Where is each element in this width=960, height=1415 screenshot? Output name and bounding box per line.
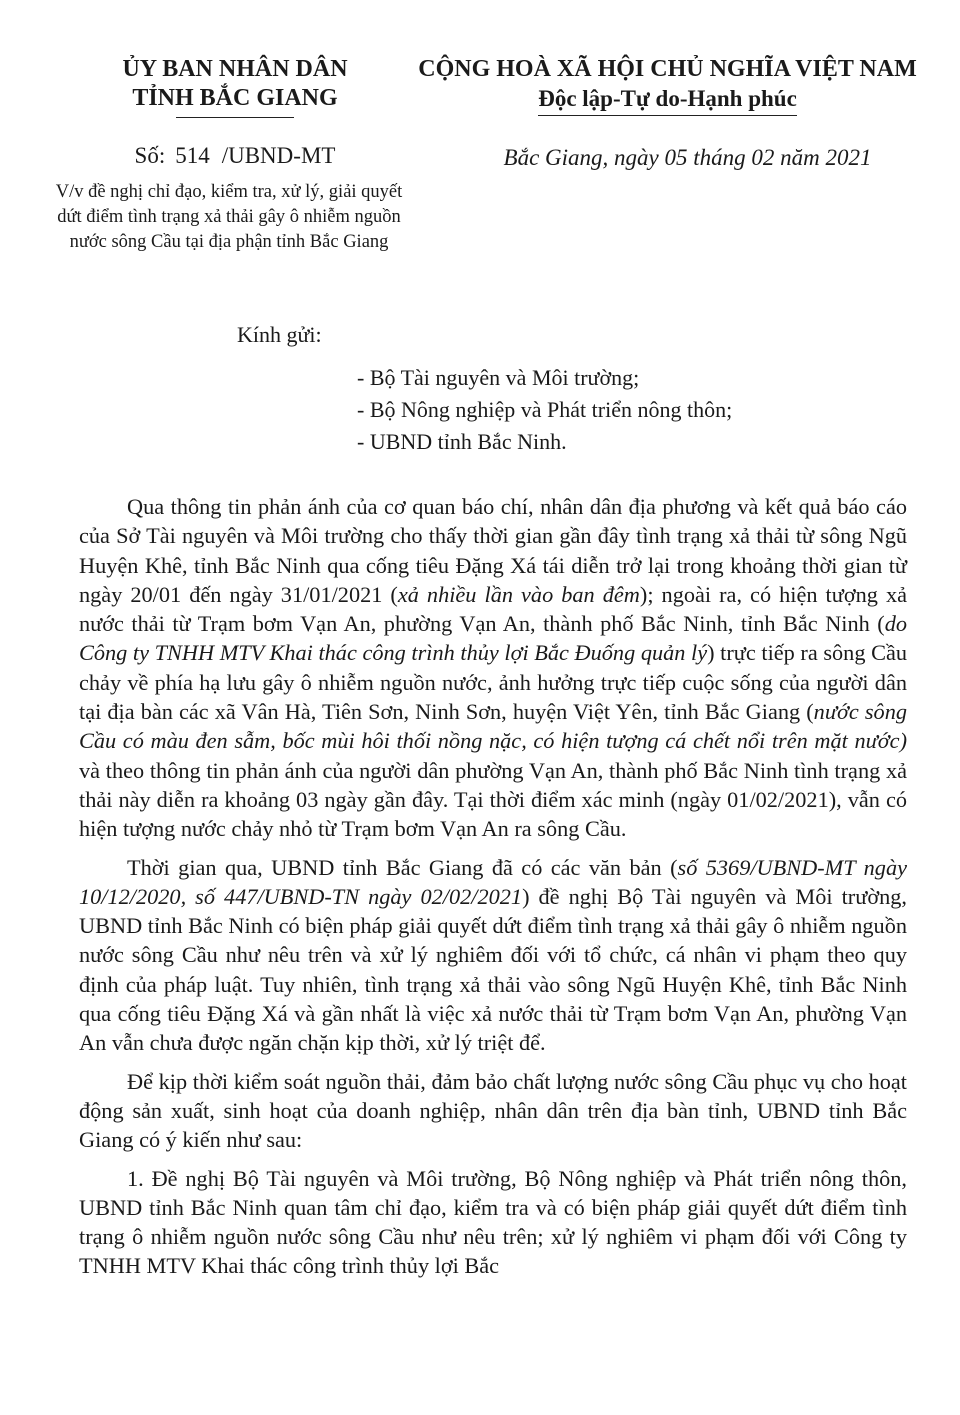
italic-run: do Công ty TNHH MTV Khai thác công trình thủy lợi Bắc Đuống quản lý (79, 611, 907, 666)
document-number-suffix: /UBND-MT (221, 143, 336, 168)
text-run: và theo thông tin phản ánh của người dân phường Vạn An, thành phố Bắc Ninh tình trạng xả thải này diễn ra khoảng 03 ngày gần đây. Tại thời điểm xác minh (ngày 01/02/2021), vẫn có hiện tượng nước chảy nhỏ từ Trạm bơm Vạn An ra sông Cầu. (79, 757, 907, 842)
letter-body (79, 492, 907, 1281)
italic-run: xả nhiều lần vào ban đêm (397, 581, 640, 607)
agency-underline (176, 117, 294, 118)
greeting: Kính gửi: (237, 322, 322, 347)
recipient-item: - Bộ Tài nguyên và Môi trường; (357, 365, 640, 390)
text-run: ) đề nghị Bộ Tài nguyên và Môi trường, UBND tỉnh Bắc Ninh có biện pháp giải quyết dứt điểm tình trạng xả thải gây ô nhiễm nguồn nước sông Cầu như nêu trên và xử lý nghiêm đối với tổ chức, cá nhân vi phạm theo quy định của pháp luật. Tuy nhiên, tình trạng xả thải vào sông Ngũ Huyện Khê, tỉnh Bắc Ninh qua cống tiêu Đặng Xá và gần nhất là việc xả nước thải từ Trạm bơm Vạn An, phường Vạn An vẫn chưa được ngăn chặn kịp thời, xử lý triệt để. (79, 883, 907, 1056)
subject-line: V/v đề nghị chỉ đạo, kiểm tra, xử lý, giải quyết dứt điểm tình trạng xả thải gây ô nhiễm nguồn nước sông Cầu tại địa phận tỉnh Bắc Giang (55, 182, 403, 252)
text-run: ); ngoài ra, có hiện tượng xả nước thải từ Trạm bơm Vạn An, phường Vạn An, thành phố Bắc Ninh, tỉnh Bắc Ninh ( (79, 581, 907, 637)
text-run: Thời gian qua, UBND tỉnh Bắc Giang đã có các văn bản ( (127, 854, 678, 880)
text-run: ) trực tiếp ra sông Cầu chảy về phía hạ lưu gây ô nhiễm nguồn nước, ảnh hưởng trực tiếp cuộc sống của người dân tại địa bàn các xã Vân Hà, Tiên Sơn, Ninh Sơn, huyện Việt Yên, tỉnh Bắc Giang ( (79, 640, 907, 725)
body-paragraph-1 (79, 492, 907, 844)
body-paragraph-4: 1. Đề nghị Bộ Tài nguyên và Môi trường, Bộ Nông nghiệp và Phát triển nông thôn, UBND tỉnh Bắc Ninh quan tâm chỉ đạo, kiểm tra và có biện pháp giải quyết dứt điểm tình trạng ô nhiễm nguồn nước sông Cầu như nêu trên; xử lý nghiêm vi phạm đối với Công ty TNHH MTV Khai thác công trình thủy lợi Bắc (79, 1165, 907, 1279)
date-line: Bắc Giang, ngày 05 tháng 02 năm 2021 (503, 145, 872, 170)
italic-run: nước sông Cầu có màu đen sẫm, bốc mùi hôi thối nồng nặc, có hiện tượng cá chết nổi trên mặt nước) (79, 699, 907, 754)
recipient-list (357, 362, 917, 458)
recipient-item: - UBND tỉnh Bắc Ninh. (357, 429, 567, 454)
body-paragraph-3: Để kịp thời kiểm soát nguồn thải, đảm bảo chất lượng nước sông Cầu phục vụ cho hoạt động sản xuất, sinh hoạt của doanh nghiệp, nhân dân trên địa bàn tỉnh, UBND tỉnh Bắc Giang có ý kiến như sau: (79, 1068, 907, 1153)
recipient-item: - Bộ Nông nghiệp và Phát triển nông thôn; (357, 397, 733, 422)
body-paragraph-2 (79, 853, 907, 1058)
nation-title: CỘNG HOÀ XÃ HỘI CHỦ NGHĨA VIỆT NAM (418, 56, 917, 82)
document-number (70, 143, 400, 169)
agency-name-line1: ỦY BAN NHÂN DÂN (122, 56, 348, 82)
text-run: Qua thông tin phản ánh của cơ quan báo chí, nhân dân địa phương và kết quả báo cáo của Sở Tài nguyên và Môi trường cho thấy thời gian gần đây tình trạng xả thải từ sông Ngũ Huyện Khê, tỉnh Bắc Ninh qua cống tiêu Đặng Xá tái diễn trở lại trong khoảng thời gian từ ngày 20/01 đến ngày 31/01/2021 ( (79, 494, 907, 607)
national-motto: Độc lập-Tự do-Hạnh phúc (538, 84, 797, 116)
national-header (405, 55, 930, 116)
issuing-agency (70, 55, 400, 118)
document-number-label: Số: (134, 143, 166, 168)
italic-run: số 5369/UBND-MT ngày 10/12/2020, số 447/UBND-TN ngày 02/02/2021 (79, 854, 907, 909)
document-number-value: 514 (175, 143, 210, 168)
agency-name-line2: TỈNH BẮC GIANG (132, 85, 338, 111)
